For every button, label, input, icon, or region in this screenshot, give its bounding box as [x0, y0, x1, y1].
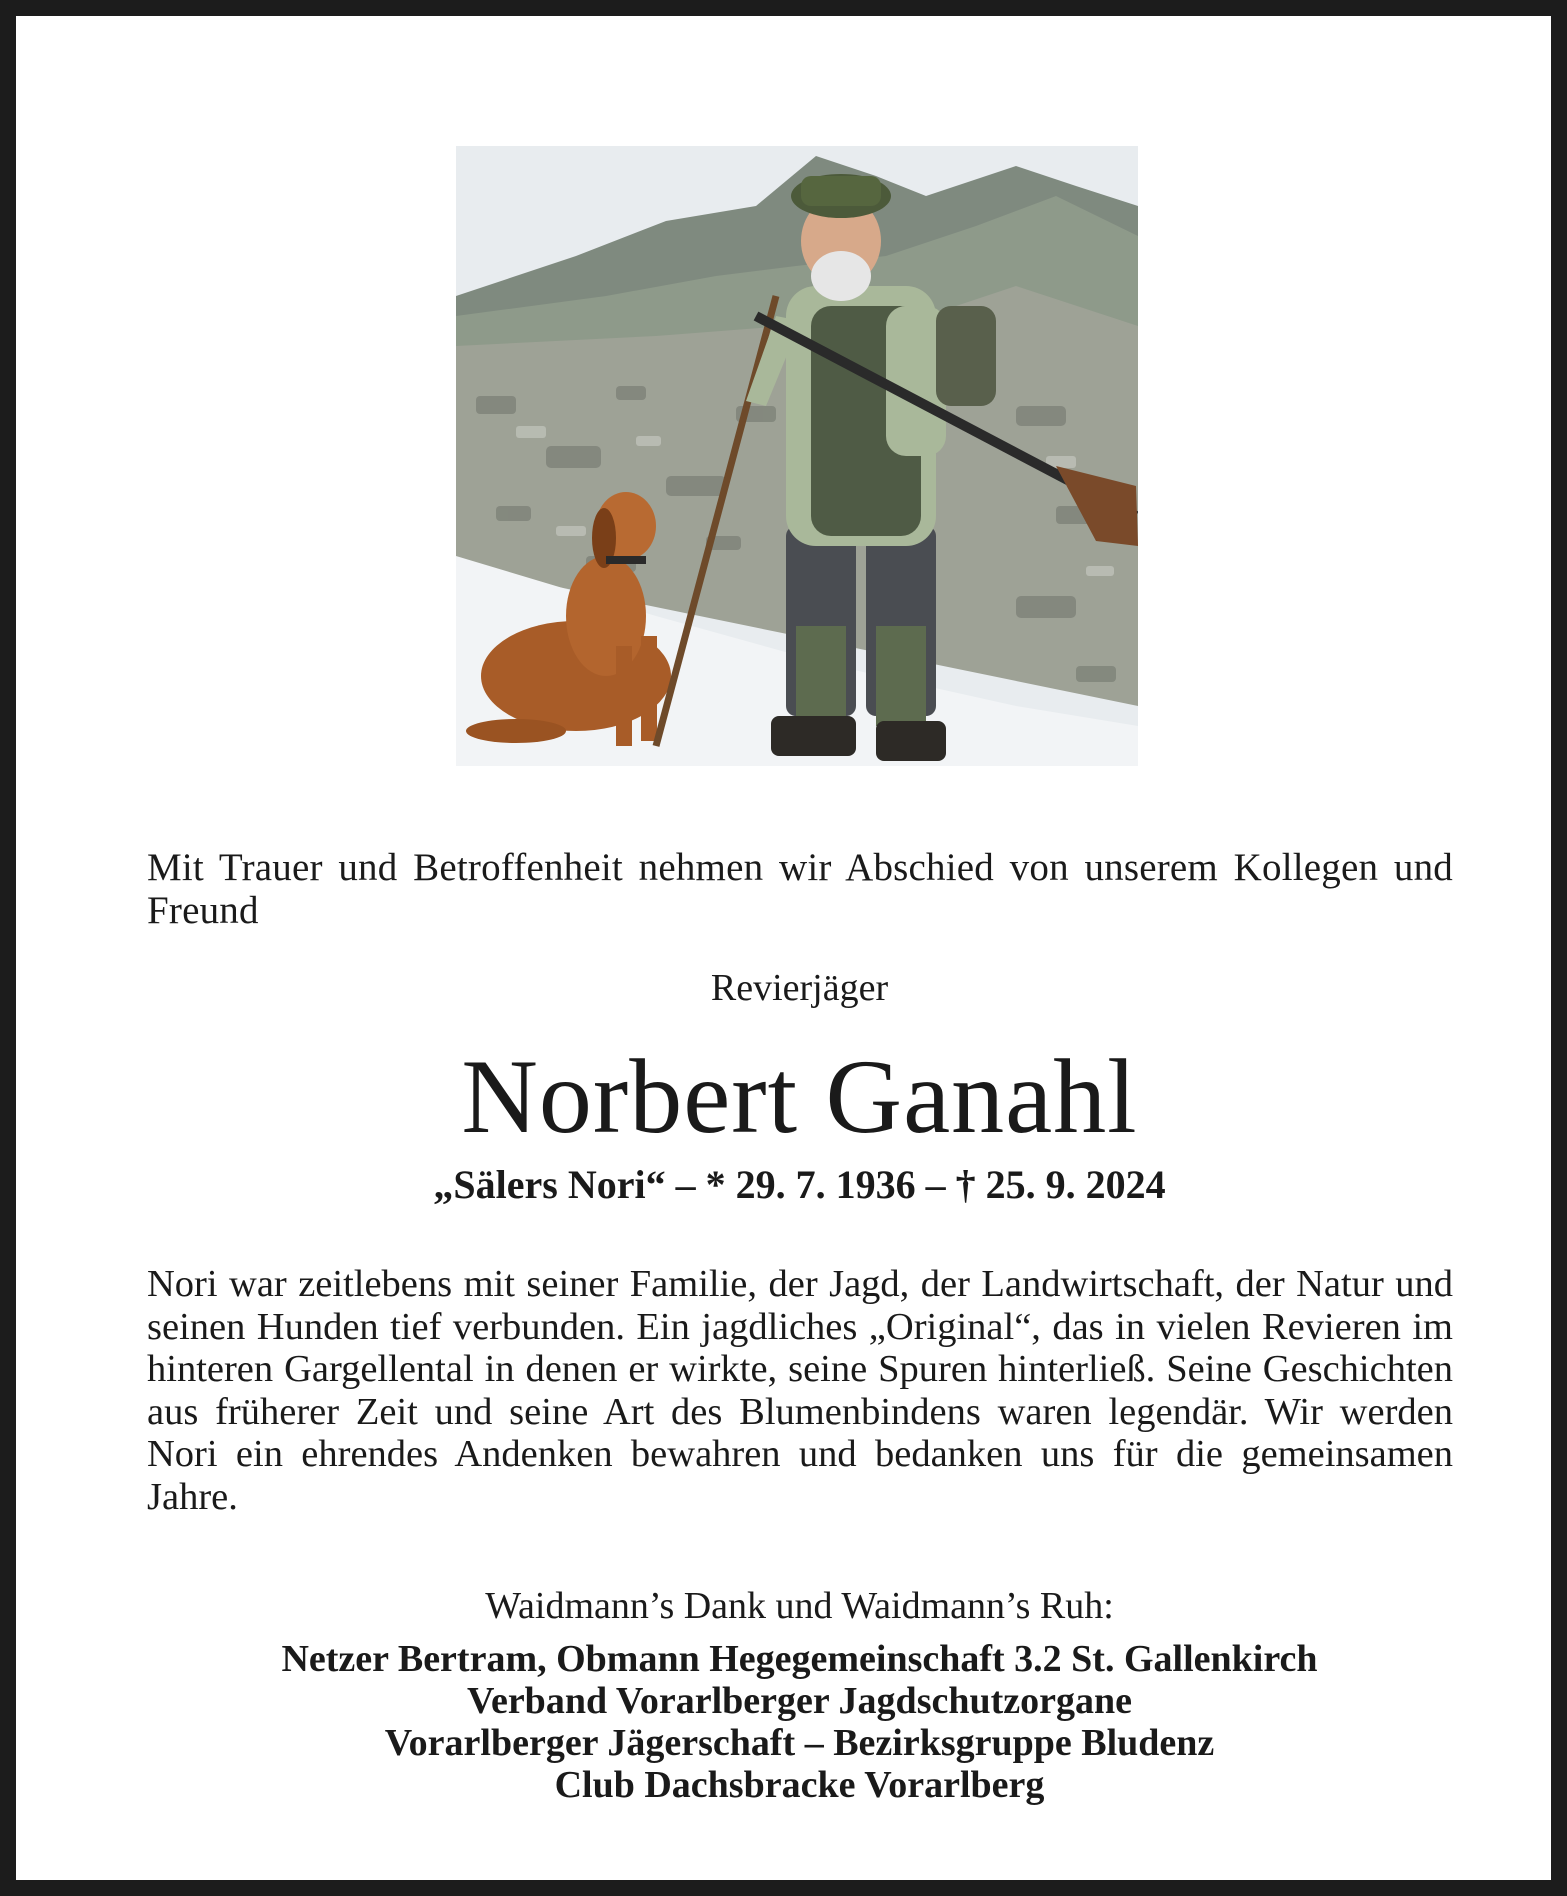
signer-line: Verband Vorarlberger Jagdschutzorgane: [467, 1680, 1132, 1722]
signer-line: Vorarlberger Jägerschaft – Bezirksgruppe Bludenz: [384, 1722, 1215, 1764]
tribute-text: Nori war zeitlebens mit seiner Familie, der Jagd, der Landwirtschaft, der Natur und seinen Hunden tief verbunden. Ein jagdliches „Original“, das in vielen Revieren im hinteren Gargellental in denen er wirkte, seine Spuren hinterließ. Seine Geschichten aus früherer Zeit und seine Art des Blumenbindens waren legendär. Wir werden Nori ein ehrendes Andenken bewahren und bedanken uns für die gemeinsamen Jahre.: [147, 1263, 1453, 1518]
intro-text: Mit Trauer und Betroffenheit nehmen wir Abschied von unserem Kollegen und Freund: [147, 846, 1453, 932]
signer-line: Club Dachsbracke Vorarlberg: [554, 1764, 1045, 1806]
signer-line: Netzer Bertram, Obmann Hegegemeinschaft 3.2 St. Gallenkirch: [281, 1638, 1318, 1680]
portrait-photo: [456, 146, 1138, 766]
deceased-name: Norbert Ganahl: [461, 1038, 1138, 1155]
nickname-and-dates: „Sälers Nori“ – * 29. 7. 1936 – † 25. 9. 2024: [433, 1162, 1166, 1207]
deceased-title: Revierjäger: [710, 967, 889, 1009]
signers-list: [16, 1638, 1567, 1806]
hunter-greeting: Waidmann’s Dank und Waidmann’s Ruh:: [485, 1585, 1114, 1627]
